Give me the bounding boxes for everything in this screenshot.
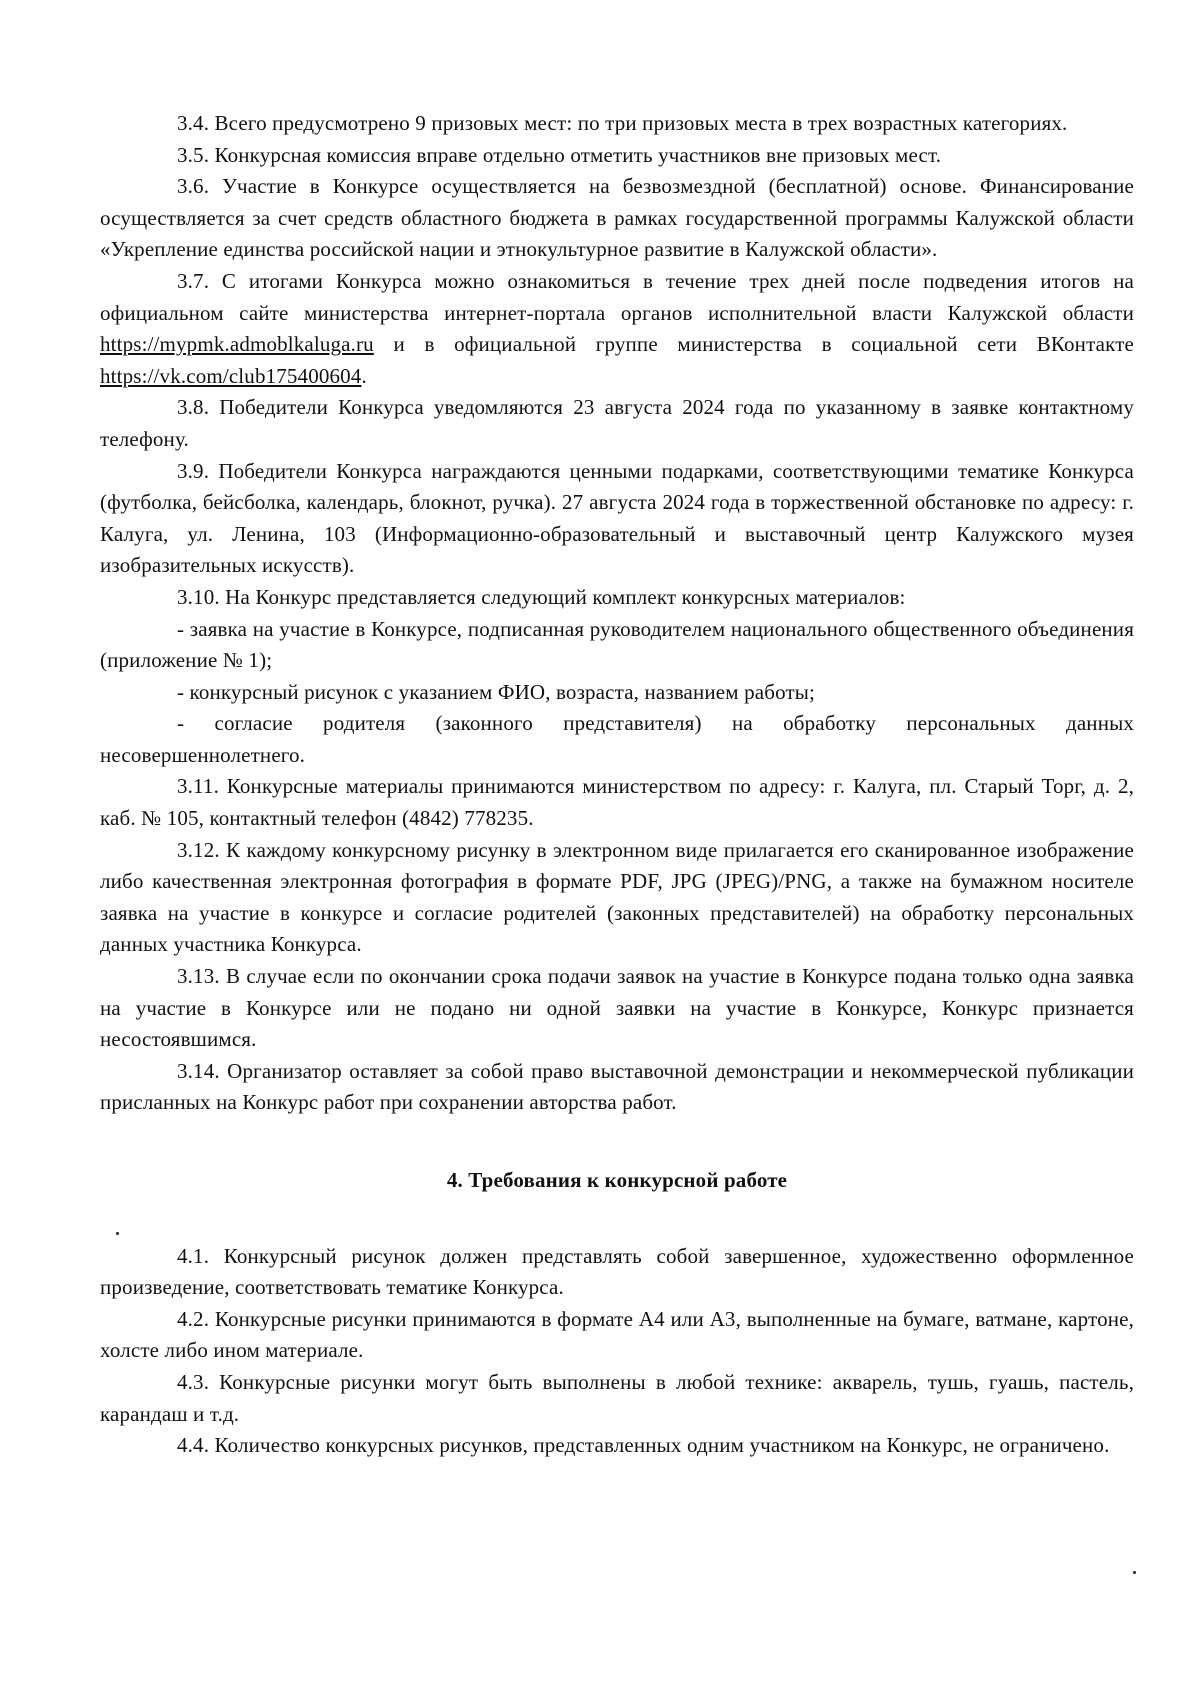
section-4-title: 4. Требования к конкурсной работе [446, 1168, 788, 1192]
paragraph-3-5: 3.5. Конкурсная комиссия вправе отдельно отметить участников вне призовых мест. [177, 142, 942, 167]
paragraph-3-13: 3.13. В случае если по окончании срока подачи заявок на участие в Конкурсе подана только одна заявка на участие в Конкурсе или не подано ни одной заявки на участие в Конкурсе, Конкурс признается несостоявшимся. [100, 964, 1134, 1052]
list-item-drawing: - конкурсный рисунок с указанием ФИО, возраста, названием работы; [177, 679, 816, 704]
paragraph-3-14: 3.14. Организатор оставляет за собой право выставочной демонстрации и некоммерческой публикации присланных на Конкурс работ при сохранении авторства работ. [100, 1058, 1134, 1115]
paragraph-3-8: 3.8. Победители Конкурса уведомляются 23 августа 2024 года по указанному в заявке контактному телефону. [100, 395, 1134, 451]
paragraph-3-7-text-a: 3.7. С итогами Конкурса можно ознакомиться в течение трех дней после подведения итогов на официальном сайте министерства интернет-портала органов исполнительной власти Калужской области [100, 268, 1134, 325]
list-item-application: - заявка на участие в Конкурсе, подписанная руководителем национального общественного объединения (приложение № 1); [100, 616, 1134, 673]
paragraph-3-6: 3.6. Участие в Конкурсе осуществляется на безвозмездной (бесплатной) основе. Финансирование осуществляется за счет средств областного бюджета в рамках государственной программы Калужской области «Укрепление единства российской нации и этнокультурное развитие в Калужской области». [100, 174, 1134, 262]
list-item-consent: - согласие родителя (законного представителя) на обработку персональных данных несовершеннолетнего. [100, 711, 1134, 767]
scan-speck [116, 1232, 119, 1235]
paragraph-3-9: 3.9. Победители Конкурса награждаются ценными подарками, соответствующими тематике Конкурса (футболка, бейсболка, календарь, блокнот, ручка). 27 августа 2024 года в торжественной обстановке по адресу: г. Калуга, ул. Ленина, 103 (Информационно-образовательный и выставочный центр Калужского музея изобразительных искусств). [100, 458, 1134, 578]
paragraph-4-2: 4.2. Конкурсные рисунки принимаются в формате А4 или А3, выполненные на бумаге, ватмане, картоне, холсте либо ином материале. [100, 1306, 1134, 1363]
paragraph-3-10: 3.10. На Конкурс представляется следующий комплект конкурсных материалов: [177, 584, 906, 609]
paragraph-3-12: 3.12. К каждому конкурсному рисунку в электронном виде прилагается его сканированное изображение либо качественная электронная фотография в формате PDF, JPG (JPEG)/PNG, а также на бумажном носителе заявка на участие в конкурсе и согласие родителей (законных представителей) на обработку персональных данных участника Конкурса. [100, 837, 1134, 957]
paragraph-3-7 [100, 266, 1134, 392]
paragraph-4-4: 4.4. Количество конкурсных рисунков, представленных одним участником на Конкурс, не ограничено. [177, 1433, 1110, 1458]
document-body [100, 108, 1134, 1462]
paragraph-3-7-text-c: . [361, 363, 367, 388]
scan-speck [1133, 1571, 1136, 1574]
portal-link[interactable]: https://mypmk.admoblkaluga.ru [100, 332, 374, 357]
paragraph-4-1: 4.1. Конкурсный рисунок должен представлять собой завершенное, художественно оформленное произведение, соответствовать тематике Конкурса. [100, 1243, 1134, 1300]
paragraph-3-11: 3.11. Конкурсные материалы принимаются министерством по адресу: г. Калуга, пл. Старый Торг, д. 2, каб. № 105, контактный телефон (4842) 778235. [100, 774, 1134, 831]
vk-group-link[interactable]: https://vk.com/club175400604 [100, 363, 362, 388]
paragraph-4-3: 4.3. Конкурсные рисунки могут быть выполнены в любой технике: акварель, тушь, гуашь, пастель, карандаш и т.д. [100, 1369, 1134, 1426]
paragraph-3-4: 3.4. Всего предусмотрено 9 призовых мест: по три призовых места в трех возрастных категориях. [177, 111, 1068, 135]
paragraph-3-7-text-b: и в официальной группе министерства в социальной сети ВКонтакте [373, 332, 1134, 357]
